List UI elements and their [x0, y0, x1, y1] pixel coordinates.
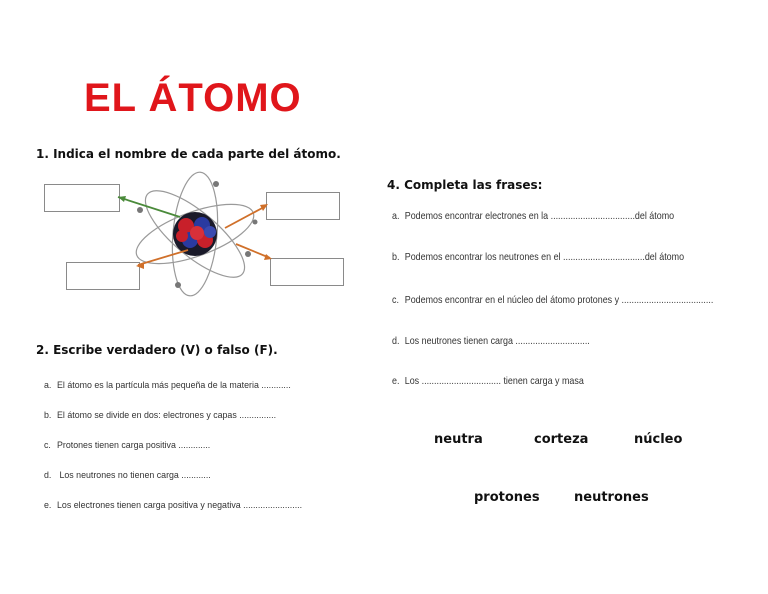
fill-item-a: [392, 210, 674, 222]
fill-item-c: [392, 294, 713, 306]
item-letter: e.: [392, 375, 400, 387]
word-bank-item: corteza: [534, 432, 589, 447]
tf-item-d: [44, 470, 211, 481]
item-text: Podemos encontrar en el núcleo del átomo protones y .....................................: [404, 294, 714, 306]
item-letter: b.: [392, 251, 400, 263]
item-text: Protones tienen carga positiva .............: [57, 440, 211, 451]
item-letter: c.: [44, 440, 51, 451]
word-bank-item: neutra: [434, 432, 483, 447]
section1-heading: 1. Indica el nombre de cada parte del átomo.: [36, 147, 341, 161]
item-text: El átomo se divide en dos: electrones y capas ...............: [57, 410, 277, 421]
fill-item-e: [392, 375, 584, 387]
item-letter: a.: [392, 210, 400, 222]
item-letter: e.: [44, 500, 52, 511]
fill-item-b: [392, 251, 684, 263]
word-bank-item: protones: [474, 490, 540, 505]
fill-item-d: [392, 335, 590, 347]
tf-item-a: [44, 380, 291, 391]
item-letter: b.: [44, 410, 52, 421]
item-text: Los neutrones no tienen carga ............: [57, 470, 211, 481]
word-bank-item: núcleo: [634, 432, 683, 447]
item-letter: c.: [392, 294, 399, 306]
nucleus-icon: [173, 212, 217, 256]
item-text: Los ................................ tienen carga y masa: [404, 375, 584, 387]
word-bank-item: neutrones: [574, 490, 649, 505]
item-text: Podemos encontrar electrones en la ..................................del átomo: [404, 210, 675, 222]
atom-diagram: [40, 170, 360, 310]
item-text: Los neutrones tienen carga ..............................: [404, 335, 590, 347]
item-text: El átomo es la partícula más pequeña de la materia ............: [57, 380, 291, 391]
tf-item-c: [44, 440, 210, 451]
item-letter: d.: [44, 470, 52, 481]
page-title: EL ÁTOMO: [84, 76, 302, 120]
item-letter: d.: [392, 335, 400, 347]
item-text: Podemos encontrar los neutrones en el .................................del átomo: [404, 251, 685, 263]
section2-heading: 2. Escribe verdadero (V) o falso (F).: [36, 343, 278, 357]
section4-heading: 4. Completa las frases:: [387, 178, 543, 192]
tf-item-b: [44, 410, 276, 421]
tf-item-e: [44, 500, 302, 511]
item-letter: a.: [44, 380, 52, 391]
item-text: Los electrones tienen carga positiva y negativa ........................: [57, 500, 303, 511]
